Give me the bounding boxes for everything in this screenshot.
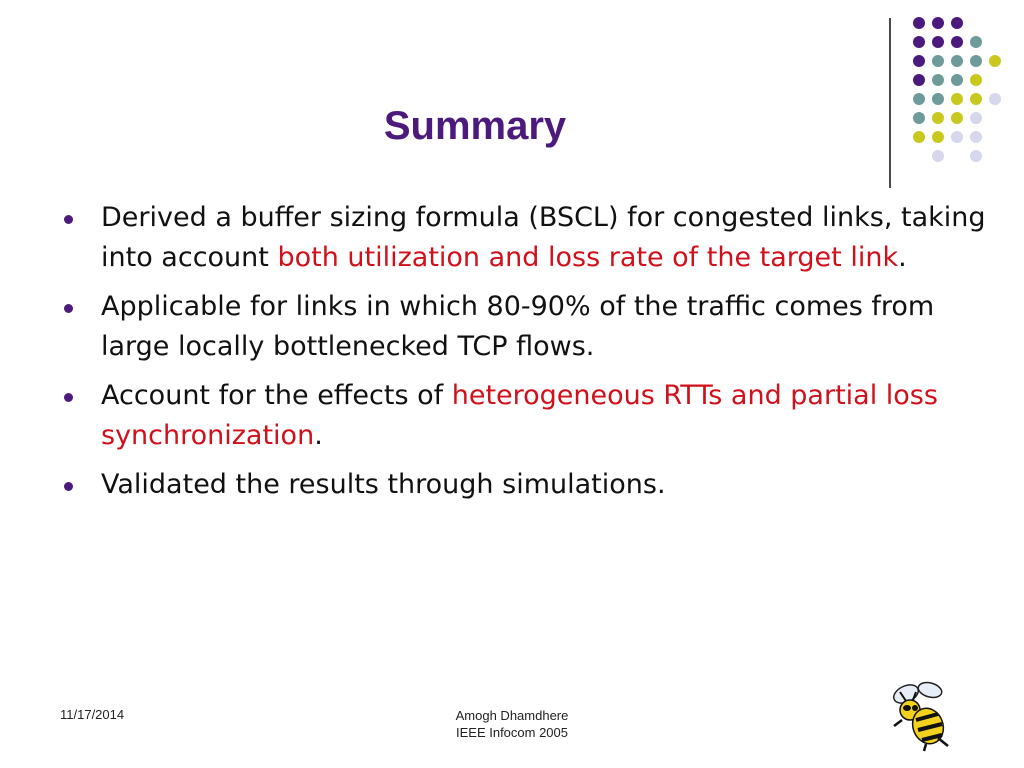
bullet-text: Validated the results through simulations. <box>101 469 666 500</box>
footer-date: 11/17/2014 <box>60 707 125 722</box>
bullet-text-end: . <box>898 242 907 273</box>
bullet-text: Applicable for links in which 80-90% of the traffic comes from large locally bottlenecked TCP flows. <box>101 291 935 362</box>
bullet-item-3 <box>58 376 988 456</box>
bullet-dot-icon <box>64 304 73 313</box>
bullet-item-2 <box>58 287 988 367</box>
dot-row-8 <box>932 150 982 162</box>
dot-row-4 <box>913 74 982 86</box>
bullet-text: Account for the effects of <box>101 380 452 411</box>
bullet-highlight: heterogeneous RTTs and partial loss synchronization <box>101 380 938 451</box>
bullet-dot-icon <box>64 215 73 224</box>
bullet-dot-icon <box>64 393 73 402</box>
footer-credit <box>412 707 612 741</box>
bullet-highlight: both utilization and loss rate of the target link <box>277 242 899 273</box>
bullet-text: Derived a buffer sizing formula (BSCL) for congested links, taking into account <box>101 202 986 273</box>
dot-row-2 <box>913 36 982 48</box>
bullet-item-1 <box>58 198 988 278</box>
bullet-text-end: . <box>314 420 323 451</box>
yellow-jacket-icon <box>888 680 958 752</box>
slide-title: Summary <box>383 104 567 148</box>
bullet-item-4 <box>58 465 988 505</box>
dot-grid-icon <box>0 0 1024 200</box>
vertical-divider <box>889 18 891 188</box>
bullet-dot-icon <box>64 482 73 491</box>
dot-row-1 <box>913 17 963 29</box>
footer-venue: IEEE Infocom 2005 <box>455 725 568 740</box>
dot-row-3 <box>913 55 1001 67</box>
footer-author: Amogh Dhamdhere <box>455 708 569 723</box>
bullet-list <box>58 198 988 514</box>
